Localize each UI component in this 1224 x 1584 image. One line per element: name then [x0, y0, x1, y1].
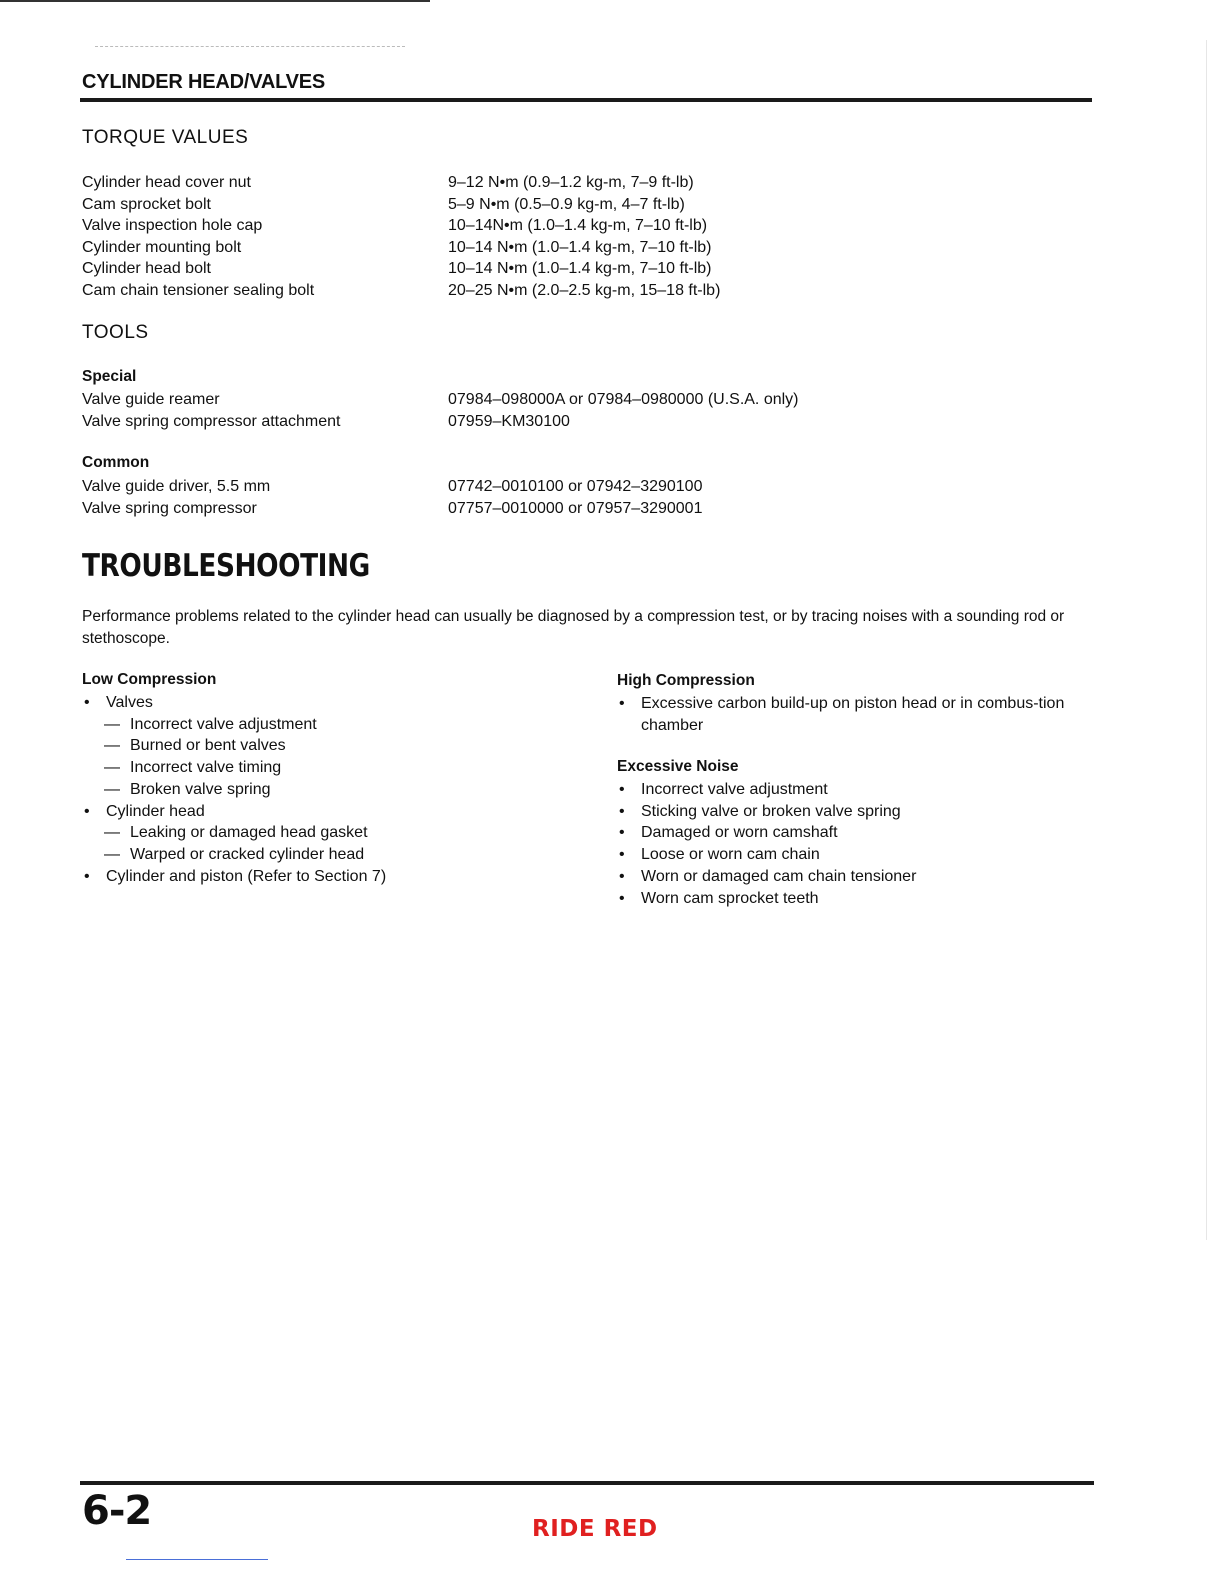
tool-number: 07742–0010100 or 07942–3290100: [448, 478, 703, 495]
list-item: • Loose or worn cam chain: [617, 844, 1093, 866]
tool-number: 07757–0010000 or 07957–3290001: [448, 499, 703, 517]
tools-common-label: Common: [82, 454, 150, 471]
list-subitem: — Burned or bent valves: [82, 735, 462, 757]
list-item: • Excessive carbon build-up on piston head or in combus-tion chamber: [617, 693, 1093, 736]
list-item: • Incorrect valve adjustment: [617, 779, 1093, 801]
torque-heading: TORQUE VALUES: [82, 127, 249, 148]
tools-special-label: Special: [82, 368, 137, 385]
list-item: • Worn cam sprocket teeth: [617, 888, 1093, 910]
tool-name: Valve spring compressor: [82, 499, 257, 517]
list-subitem: — Leaking or damaged head gasket: [82, 822, 462, 844]
tool-number: 07959–KM30100: [448, 412, 570, 430]
low-compression-list: [82, 692, 462, 887]
tool-name: Valve guide driver, 5.5 mm: [82, 478, 271, 495]
torque-name: Cam chain tensioner sealing bolt: [82, 281, 315, 299]
torque-name: Valve inspection hole cap: [82, 217, 263, 235]
brand-watermark: RIDE RED: [532, 1516, 658, 1542]
page-number: 6-2: [82, 1488, 152, 1534]
tools-heading: TOOLS: [82, 322, 149, 343]
scan-right-edge: [1206, 40, 1207, 1240]
tool-name: Valve spring compressor attachment: [82, 412, 341, 430]
list-item: • Worn or damaged cam chain tensioner: [617, 866, 1093, 888]
torque-value: 10–14N•m (1.0–1.4 kg-m, 7–10 ft-lb): [448, 217, 708, 235]
torque-value: 9–12 N•m (0.9–1.2 kg-m, 7–9 ft-lb): [448, 174, 694, 191]
tool-name: Valve guide reamer: [82, 391, 220, 408]
special-tool-names: [82, 389, 340, 432]
common-tool-names: [82, 476, 270, 519]
list-subitem: — Incorrect valve adjustment: [82, 714, 462, 736]
footer-rule: [80, 1481, 1094, 1485]
excessive-noise-label: Excessive Noise: [617, 758, 739, 775]
section-title: CYLINDER HEAD/VALVES: [82, 71, 326, 93]
list-item: • Cylinder head: [82, 801, 462, 823]
list-item: • Sticking valve or broken valve spring: [617, 801, 1093, 823]
torque-name: Cam sprocket bolt: [82, 195, 211, 213]
list-item: • Damaged or worn camshaft: [617, 822, 1093, 844]
header-rule: [80, 98, 1092, 102]
scan-artifact-line: [95, 46, 405, 48]
low-compression-label: Low Compression: [82, 671, 217, 688]
high-compression-list: [617, 693, 1093, 736]
torque-value: 5–9 N•m (0.5–0.9 kg-m, 4–7 ft-lb): [448, 195, 685, 213]
special-tool-numbers: [448, 389, 799, 432]
torque-value: 10–14 N•m (1.0–1.4 kg-m, 7–10 ft-lb): [448, 260, 712, 278]
tool-number: 07984–098000A or 07984–0980000 (U.S.A. only): [448, 391, 799, 408]
scan-blue-line: [126, 1559, 268, 1560]
list-item: • Valves: [82, 692, 462, 714]
torque-name: Cylinder head cover nut: [82, 174, 251, 191]
list-subitem: — Broken valve spring: [82, 779, 462, 801]
torque-name: Cylinder head bolt: [82, 260, 211, 278]
list-subitem: — Warped or cracked cylinder head: [82, 844, 462, 866]
torque-name: Cylinder mounting bolt: [82, 238, 242, 256]
list-item: • Cylinder and piston (Refer to Section 7): [82, 866, 462, 888]
torque-values: [448, 172, 720, 302]
common-tool-numbers: [448, 476, 702, 519]
torque-value: 20–25 N•m (2.0–2.5 kg-m, 15–18 ft-lb): [448, 281, 721, 299]
excessive-noise-list: [617, 779, 1093, 909]
scan-top-line: [0, 0, 430, 2]
troubleshooting-intro: Performance problems related to the cylinder head can usually be diagnosed by a compression test, or by tracing noises with a sounding rod or stethoscope.: [82, 608, 1065, 647]
high-compression-label: High Compression: [617, 672, 755, 689]
list-subitem: — Incorrect valve timing: [82, 757, 462, 779]
torque-names: [82, 172, 314, 302]
troubleshooting-title: TROUBLESHOOTING: [82, 548, 370, 584]
torque-value: 10–14 N•m (1.0–1.4 kg-m, 7–10 ft-lb): [448, 238, 712, 256]
